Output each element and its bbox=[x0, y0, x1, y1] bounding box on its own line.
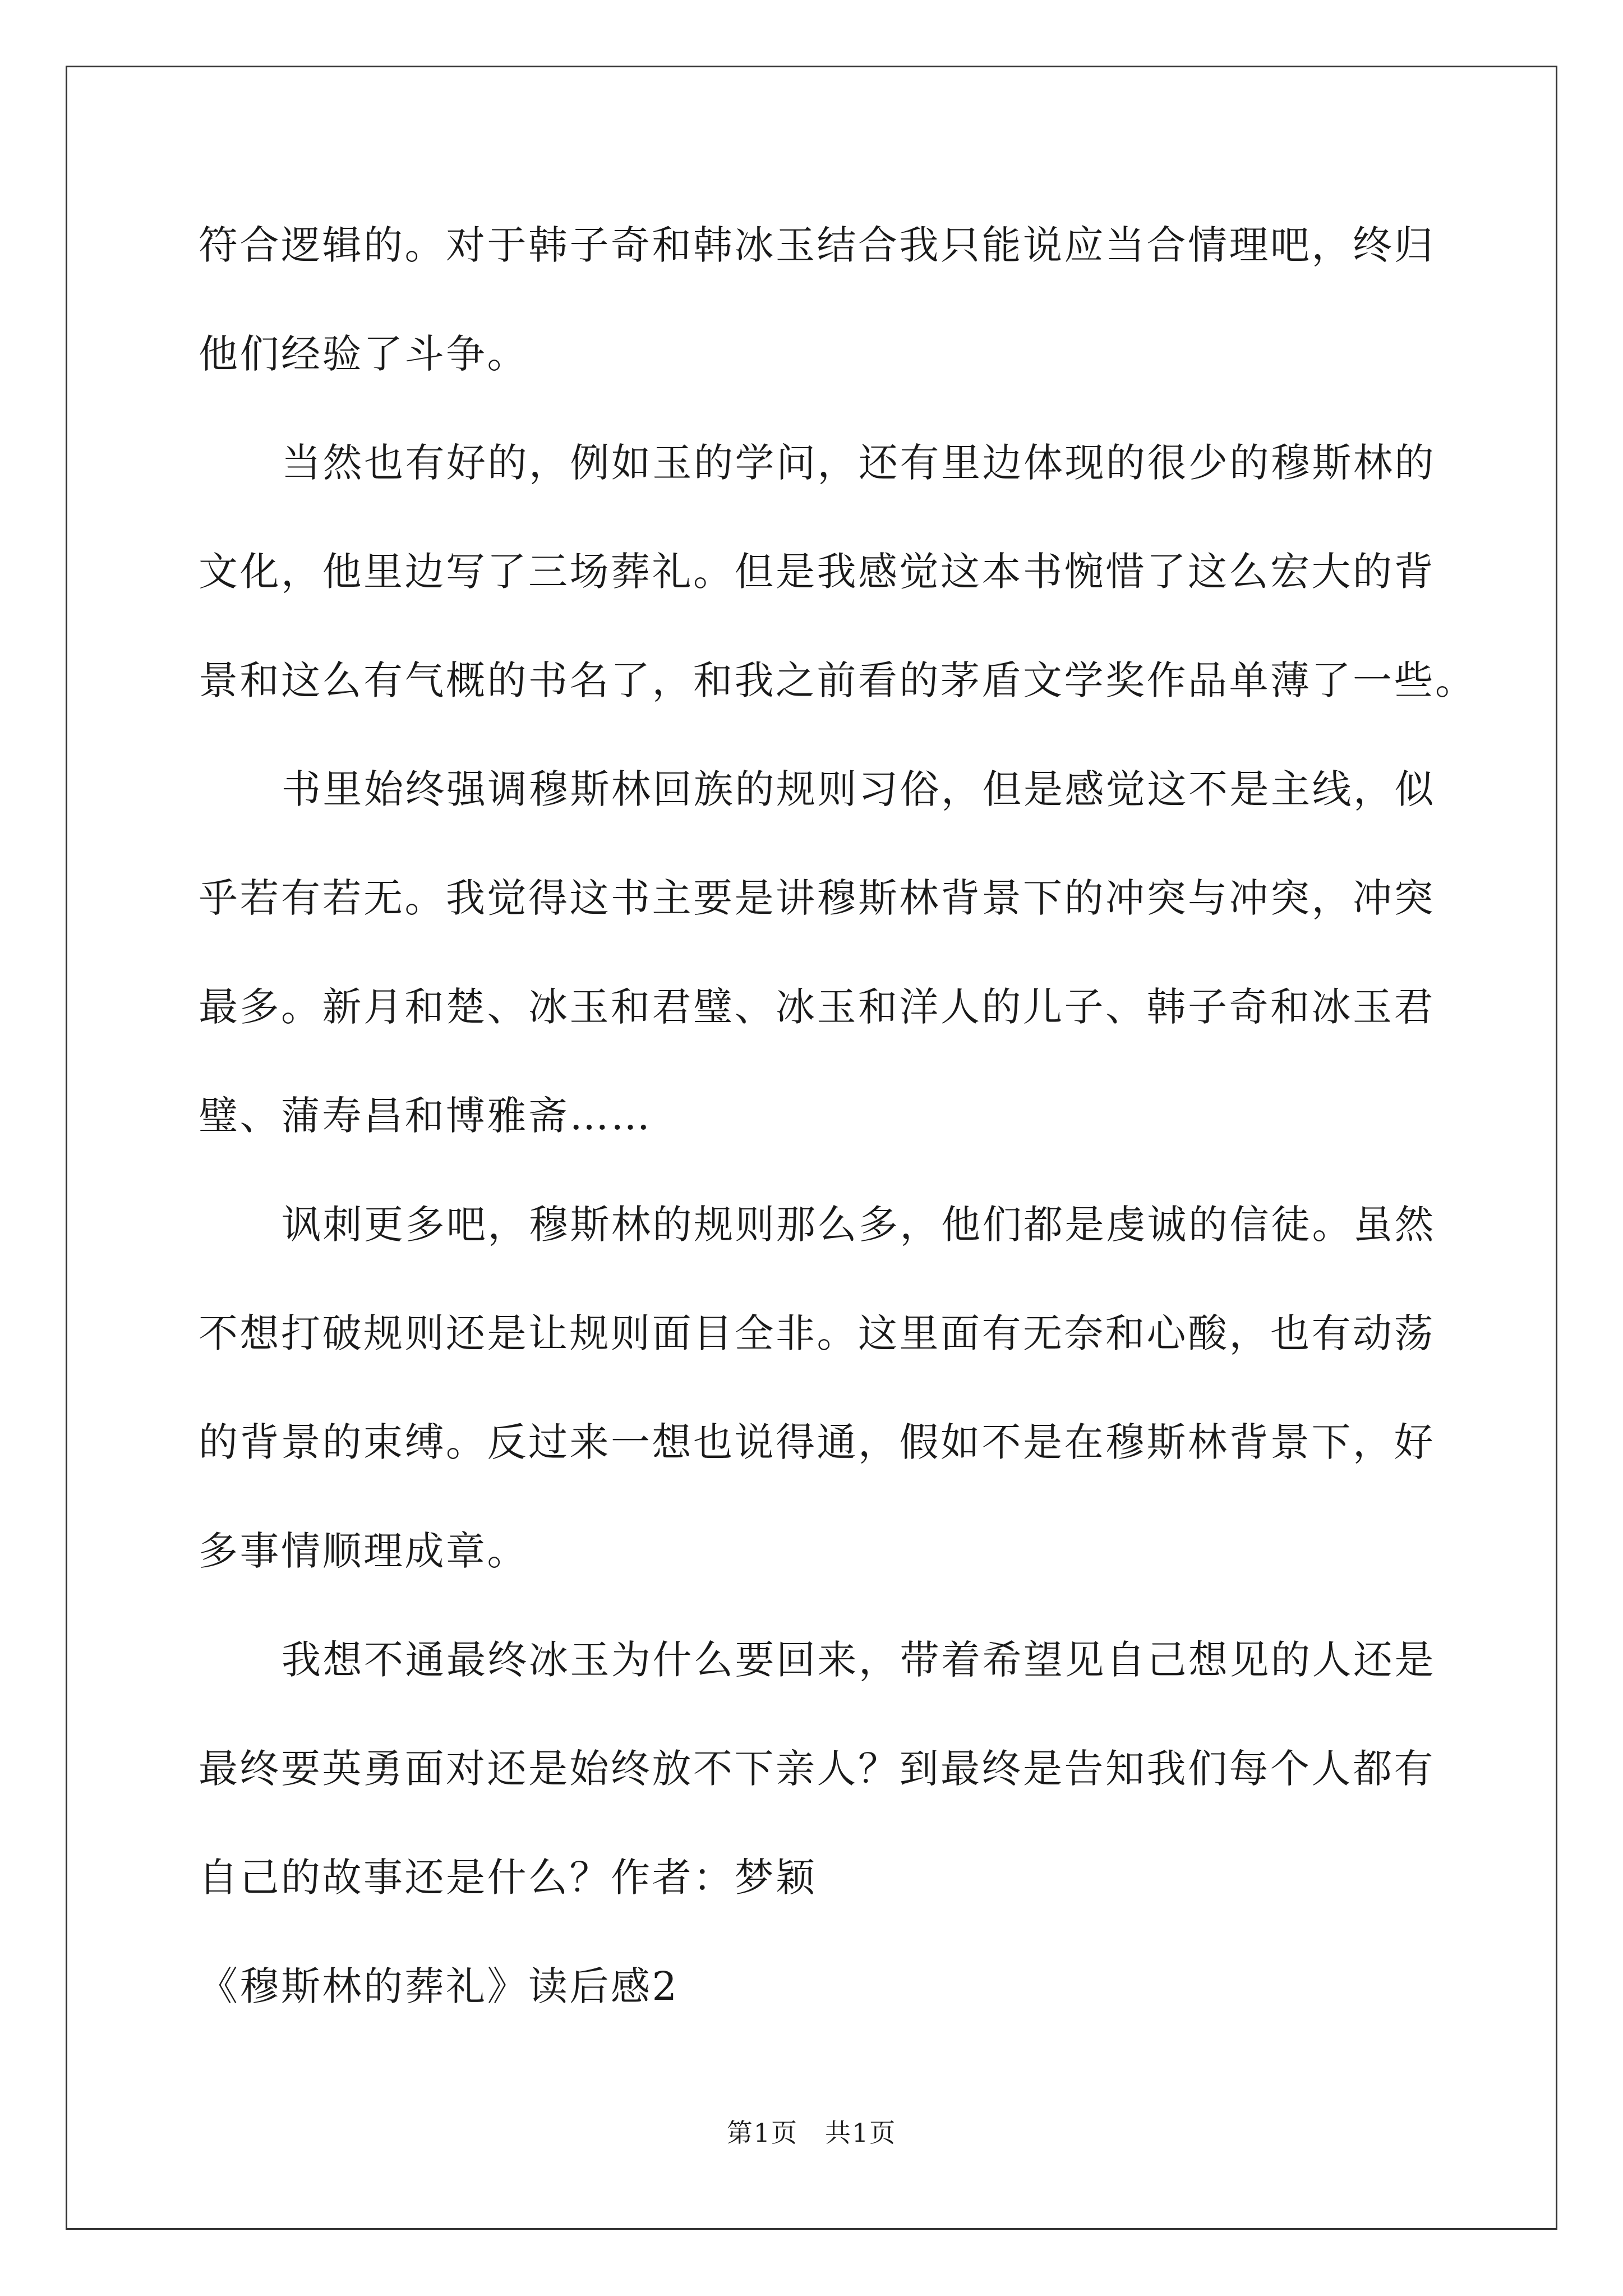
text-line: 不想打破规则还是让规则面目全非。这里面有无奈和心酸，也有动荡 bbox=[199, 1310, 1435, 1356]
text-line: 景和这么有气概的书名了，和我之前看的茅盾文学奖作品单薄了一些。 bbox=[199, 657, 1477, 703]
text-line: 符合逻辑的。对于韩子奇和韩冰玉结合我只能说应当合情理吧，终归 bbox=[199, 222, 1435, 268]
text-line: 自己的故事还是什么？作者：梦颖 bbox=[199, 1855, 817, 1901]
section-title: 《穆斯林的葬礼》读后感2 bbox=[199, 1963, 679, 2009]
document-body bbox=[199, 218, 1477, 2068]
page-footer bbox=[0, 2116, 1623, 2150]
text-line: 璧、蒲寿昌和博雅斋…… bbox=[199, 1093, 652, 1139]
paragraph-start-line: 讽刺更多吧，穆斯林的规则那么多，他们都是虔诚的信徒。虽然 bbox=[282, 1202, 1436, 1248]
page-number: 第1页 bbox=[726, 2118, 798, 2148]
text-line: 多事情顺理成章。 bbox=[199, 1528, 528, 1574]
paragraph-start-line: 当然也有好的，例如玉的学问，还有里边体现的很少的穆斯林的 bbox=[282, 440, 1436, 486]
text-line: 乎若有若无。我觉得这书主要是讲穆斯林背景下的冲突与冲突，冲突 bbox=[199, 875, 1435, 921]
text-line: 文化，他里边写了三场葬礼。但是我感觉这本书惋惜了这么宏大的背 bbox=[199, 549, 1435, 595]
page-total: 共1页 bbox=[825, 2118, 897, 2148]
text-line: 最终要英勇面对还是始终放不下亲人？到最终是告知我们每个人都有 bbox=[199, 1746, 1435, 1792]
paragraph-start-line: 我想不通最终冰玉为什么要回来，带着希望见自己想见的人还是 bbox=[282, 1637, 1436, 1683]
text-line: 他们经验了斗争。 bbox=[199, 331, 528, 377]
text-line: 的背景的束缚。反过来一想也说得通，假如不是在穆斯林背景下，好 bbox=[199, 1419, 1435, 1465]
paragraph-start-line: 书里始终强调穆斯林回族的规则习俗，但是感觉这不是主线，似 bbox=[282, 766, 1436, 812]
text-line: 最多。新月和楚、冰玉和君璧、冰玉和洋人的儿子、韩子奇和冰玉君 bbox=[199, 984, 1435, 1030]
